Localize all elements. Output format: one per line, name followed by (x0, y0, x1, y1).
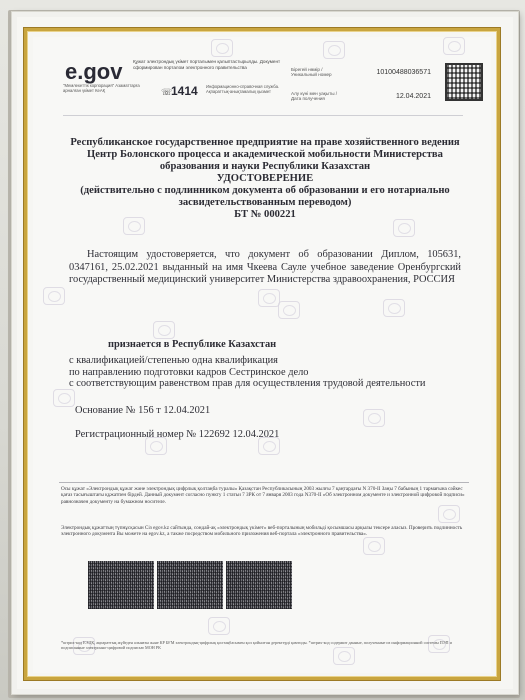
recognition-statement: признается в Республике Казахстан (108, 339, 277, 350)
receipt-date: 12.04.2021 (395, 92, 431, 100)
title-line: Республиканское государственное предприятие на праве хозяйственного ведения (70, 137, 460, 148)
qualification-line: с соответствующим равенством прав для осуществления трудовой деятельности (69, 378, 426, 389)
title-line: засвидетельствованным переводом) (178, 197, 352, 208)
hotline-number: 1414 (171, 84, 198, 98)
watermark-icon (363, 409, 385, 427)
title-line: (действительно с подлинником документа об образовании и его нотариально (80, 185, 450, 196)
document-meta (291, 67, 431, 101)
barcode-group (88, 561, 292, 609)
watermark-icon (153, 321, 175, 339)
phone-icon: ☏ (161, 87, 173, 97)
watermark-icon (43, 287, 65, 305)
certificate-title (69, 137, 461, 221)
unique-number: 10100488036571 (376, 68, 431, 76)
footer-divider (59, 482, 469, 483)
certification-text: Настоящим удостоверяется, что документ об образовании Диплом, 105631, 0347161, 25.02.2021 выданный на имя Чкеева Сауле учебное заведение Оренбургский государственный медицинский университет Министерства здравоохранения, РОССИЯ (69, 249, 461, 285)
logo-subtitle: "Мемлекеттік корпорация" Азаматтарға арналған үкімет КеАҚ (63, 83, 140, 93)
barcode-image (157, 561, 223, 609)
qualification-line: с квалификацией/степенью одна квалификация (69, 355, 278, 366)
egov-logo: e.gov (65, 59, 123, 84)
meta-key: Бірегей нөмір / Уникальный номер (291, 67, 332, 77)
document-source-note: Құжат электрондық үкімет порталымен қалыптастырылды. Документ сформирован порталом электронного правительства (133, 59, 281, 70)
watermark-icon (393, 219, 415, 237)
legal-notice: Осы құжат «Электрондық құжат және электрондық цифрлық қолтаңба туралы» Қазақстан Республикасының 2003 жылғы 7 қаңтардағы N 370-II Заңы 7 бабының 1 тармағына сәйкес қағаз тасығыштағы құжатпен бірдей. Данный документ согласно пункту 1 статьи 7 ЗРК от 7 января 2003 года N370-II «Об электронном документе и электронной цифровой подписи» равнозначен документу на бумажном носителе. (61, 486, 465, 505)
qualification-block (69, 355, 461, 390)
meta-row-unique-number (291, 67, 431, 77)
title-line: Центр Болонского процесса и академической мобильности Министерства (87, 149, 443, 160)
barcode-footnote: *штрих-код ЕЭЦҚ, ақпараттық жүйеден алынған және КР БҒМ электрондық-цифрлық қолтаңбасымен қол қойылған деректерді қамтиды. *штрих-код содержит данные, полученные из информационной системы ПЭП и подписанные электронно-цифровой подписью МОН РК (61, 640, 452, 650)
title-line: образования и науки Республики Казахстан (159, 161, 371, 172)
certificate-document (33, 37, 491, 673)
watermark-icon (438, 505, 460, 523)
watermark-icon (258, 289, 280, 307)
watermark-icon (208, 617, 230, 635)
watermark-icon (278, 301, 300, 319)
verification-notice: Электрондық құжаттың түпнұсқасын Сіз egov.kz сайтында, сондай-ақ «электрондық үкімет» веб-порталының мобильді қосымшасы арқылы тексере аласыз. Проверить подлинность электронного документа Вы можете на egov.kz, а также посредством мобильного приложения веб-портала «электронного правительства». (61, 525, 463, 538)
barcode-image (88, 561, 154, 609)
watermark-icon (211, 39, 233, 57)
header-divider (63, 115, 463, 116)
watermark-icon (323, 41, 345, 59)
meta-row-date (291, 91, 431, 101)
watermark-icon (363, 537, 385, 555)
title-line: УДОСТОВЕРЕНИЕ (216, 173, 314, 184)
registration-number: Регистрационный номер № 122692 12.04.2021 (75, 429, 280, 440)
certificate-number: БТ № 000221 (234, 209, 296, 220)
barcode-image (226, 561, 292, 609)
watermark-icon (53, 389, 75, 407)
qr-code (445, 63, 483, 101)
meta-key: Алу күні мен уақыты / Дата получения (291, 91, 338, 101)
qualification-line: по направлению подготовки кадров Сестринское дело (69, 366, 309, 378)
watermark-icon (443, 37, 465, 55)
watermark-icon (383, 299, 405, 317)
certification-paragraph (69, 249, 461, 287)
basis-line: Основание № 156 т 12.04.2021 (75, 405, 211, 416)
hotline-description: Информационно-справочная служба. Ақпараттық-анықтамалық қызмет (206, 84, 280, 94)
